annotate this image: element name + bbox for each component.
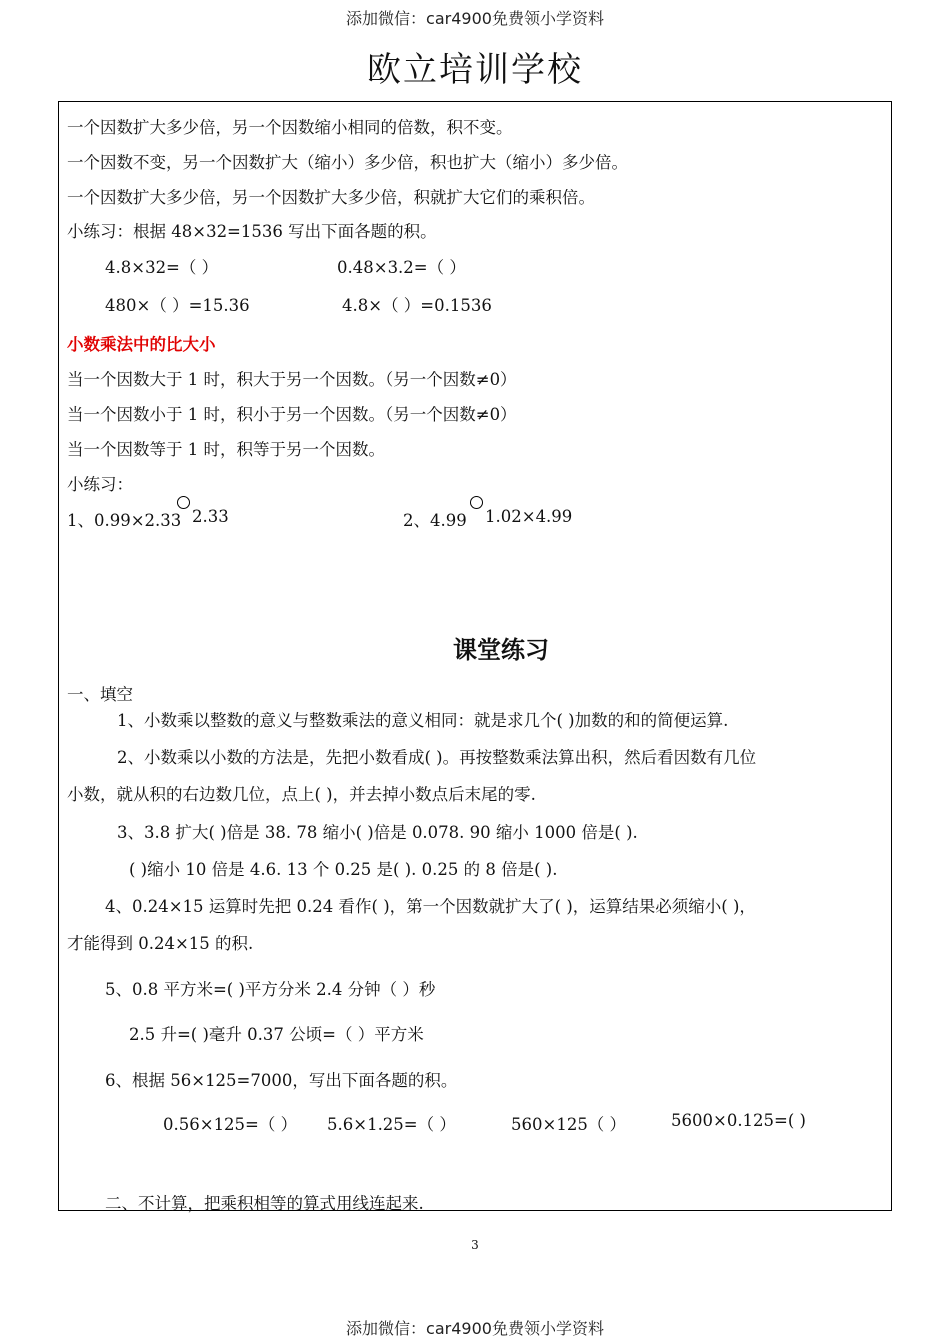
- rule-line-2: 一个因数不变，另一个因数扩大（缩小）多少倍，积也扩大（缩小）多少倍。: [67, 153, 628, 172]
- item-4-line-1: 4、0.24×15 运算时先把 0.24 看作( )，第一个因数就扩大了( )，运算结果必须缩小( )，: [105, 897, 756, 916]
- watermark-top: 添加微信：car4900免费领小学资料: [346, 9, 604, 28]
- item-6-q3: 560×125（ ）: [511, 1115, 627, 1134]
- practice1-q1: 4.8×32=（ ）: [105, 258, 219, 277]
- practice1-q2: 0.48×3.2=（ ）: [337, 258, 466, 277]
- item-5-line-1: 5、0.8 平方米=( )平方分米 2.4 分钟（ ）秒: [105, 980, 436, 999]
- compare-line-3: 当一个因数等于 1 时，积等于另一个因数。: [67, 440, 385, 459]
- practice2-q1-left: 1、0.99×2.33: [67, 511, 182, 530]
- page-number: 3: [471, 1238, 479, 1252]
- classwork-title: 课堂练习: [453, 636, 549, 664]
- item-6-q1: 0.56×125=（ ）: [163, 1115, 298, 1134]
- item-6-q2: 5.6×1.25=（ ）: [327, 1115, 456, 1134]
- compare-circle-2[interactable]: [470, 496, 483, 509]
- watermark-bottom: 添加微信：car4900免费领小学资料: [346, 1319, 604, 1338]
- practice1-q3: 480×（ ）=15.36: [105, 296, 250, 315]
- practice2-q2-left: 2、4.99: [403, 511, 467, 530]
- compare-circle-1[interactable]: [177, 496, 190, 509]
- item-2-line-2: 小数，就从积的右边数几位，点上( )，并去掉小数点后末尾的零.: [67, 785, 536, 804]
- content-frame: [58, 101, 892, 1211]
- item-4-line-2: 才能得到 0.24×15 的积.: [67, 934, 254, 953]
- practice2-q1-right: 2.33: [192, 507, 229, 526]
- rule-line-1: 一个因数扩大多少倍，另一个因数缩小相同的倍数，积不变。: [67, 118, 513, 137]
- compare-title: 小数乘法中的比大小: [67, 335, 216, 354]
- practice2-intro: 小练习：: [67, 475, 133, 494]
- section-2-title: 二、不计算，把乘积相等的算式用线连起来.: [105, 1194, 424, 1213]
- school-name: 欧立培训学校: [367, 50, 583, 90]
- practice1-q4: 4.8×（ ）=0.1536: [342, 296, 492, 315]
- item-6-q4: 5600×0.125=( ): [671, 1111, 806, 1130]
- item-3-line-2: ( )缩小 10 倍是 4.6. 13 个 0.25 是( ). 0.25 的 8 倍是( ).: [129, 860, 558, 879]
- item-3-line-1: 3、3.8 扩大( )倍是 38. 78 缩小( )倍是 0.078. 90 缩小 1000 倍是( ).: [117, 823, 638, 842]
- item-6: 6、根据 56×125=7000，写出下面各题的积。: [105, 1071, 458, 1090]
- compare-line-1: 当一个因数大于 1 时，积大于另一个因数。（另一个因数≠0）: [67, 370, 517, 389]
- item-5-line-2: 2.5 升=( )毫升 0.37 公顷=（ ）平方米: [129, 1025, 424, 1044]
- section-1-title: 一、填空: [67, 685, 133, 704]
- practice2-q2-right: 1.02×4.99: [485, 507, 573, 526]
- compare-line-2: 当一个因数小于 1 时，积小于另一个因数。（另一个因数≠0）: [67, 405, 517, 424]
- practice1-intro: 小练习：根据 48×32=1536 写出下面各题的积。: [67, 222, 437, 241]
- rule-line-3: 一个因数扩大多少倍，另一个因数扩大多少倍，积就扩大它们的乘积倍。: [67, 188, 595, 207]
- item-2-line-1: 2、小数乘以小数的方法是，先把小数看成( )。再按整数乘法算出积，然后看因数有几位: [117, 748, 757, 767]
- item-1: 1、小数乘以整数的意义与整数乘法的意义相同：就是求几个( )加数的和的简便运算.: [117, 711, 729, 730]
